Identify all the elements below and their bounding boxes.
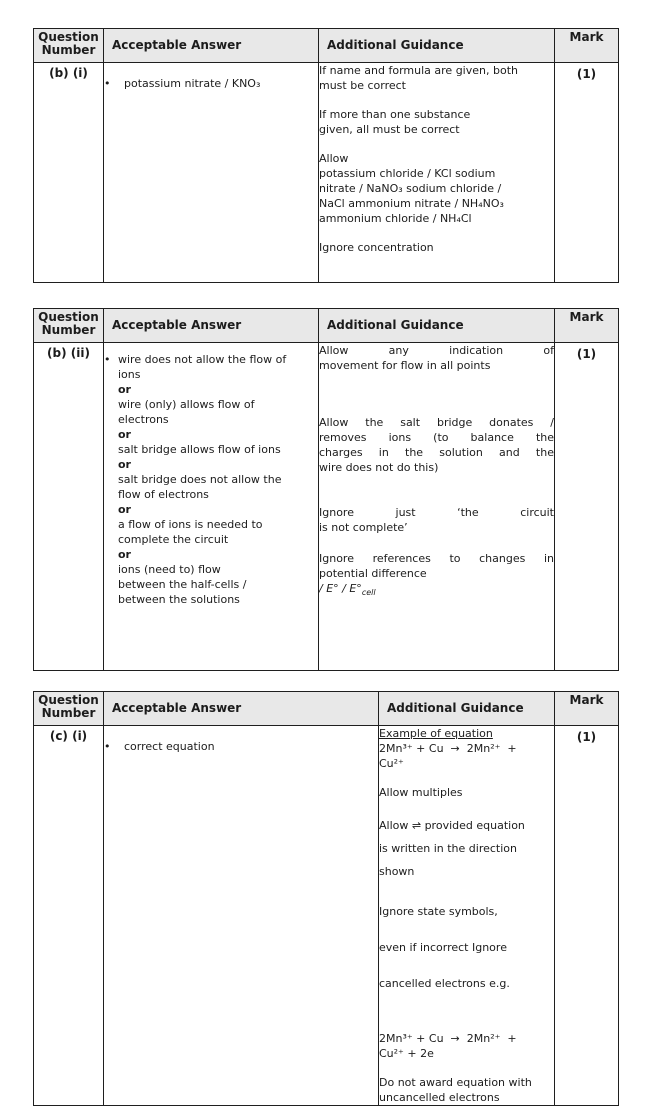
- answer-option-line: ions: [118, 368, 141, 381]
- guidance-line: 2Mn³⁺ + Cu → 2Mn²⁺ +: [379, 1032, 517, 1045]
- or-separator: or: [118, 458, 131, 471]
- acceptable-answer-cell: [104, 726, 379, 1106]
- guidance-line: / $E^\circ / E^\circ_{cell}$: [319, 582, 376, 598]
- answer-option-line: ions (need to) flow: [118, 563, 221, 576]
- guidance-line: wire does not do this): [319, 461, 439, 474]
- mark-scheme-table: [33, 28, 619, 283]
- guidance-line: potassium chloride / KCl sodium: [319, 167, 496, 180]
- guidance-line: Do not award equation with: [379, 1076, 532, 1089]
- column-header-question-number: Question Number: [34, 29, 104, 63]
- mark-value: (1): [576, 67, 597, 81]
- additional-guidance-cell: [379, 726, 555, 1106]
- guidance-line: uncancelled electrons: [379, 1091, 500, 1104]
- answer-item: [104, 352, 318, 607]
- table-row: [34, 343, 619, 671]
- guidance-paragraph: [379, 726, 554, 771]
- guidance-paragraph: [379, 814, 554, 883]
- acceptable-answer-cell: [104, 343, 319, 671]
- question-number: (b) (ii): [47, 346, 90, 360]
- header-row: [34, 309, 619, 343]
- column-header-additional-guidance: Additional Guidance: [379, 692, 555, 726]
- column-header-acceptable-answer: Acceptable Answer: [104, 29, 319, 63]
- answer-option-line: wire does not allow the flow of: [118, 353, 287, 366]
- guidance-line: If more than one substance: [319, 108, 471, 121]
- mark-scheme-table: [33, 308, 619, 671]
- guidance-paragraph: [319, 240, 554, 255]
- column-header-additional-guidance: Additional Guidance: [319, 29, 555, 63]
- guidance-line: Allow any indication of: [319, 344, 554, 357]
- guidance-line: charges in the solution and the: [319, 446, 554, 459]
- mark-cell: [555, 726, 619, 1106]
- guidance-line: Allow the salt bridge donates /: [319, 416, 554, 429]
- guidance-paragraph: [319, 151, 554, 226]
- guidance-line: Allow ⇌ provided equation: [379, 819, 525, 832]
- bullet-marker: •: [104, 740, 111, 753]
- guidance-paragraph: [319, 63, 554, 93]
- answer-option-line: salt bridge does not allow the: [118, 473, 282, 486]
- header-row: [34, 692, 619, 726]
- guidance-paragraph: [379, 904, 554, 919]
- guidance-paragraph: [379, 1031, 554, 1061]
- guidance-line: even if incorrect Ignore: [379, 941, 507, 954]
- guidance-line: Allow: [319, 152, 349, 165]
- guidance-line: is not complete’: [319, 521, 408, 534]
- guidance-line: Ignore concentration: [319, 241, 434, 254]
- or-separator: or: [118, 503, 131, 516]
- mark-cell: [555, 63, 619, 283]
- guidance-line: Example of equation: [379, 727, 493, 740]
- answer-option-line: between the half-cells /: [118, 578, 247, 591]
- guidance-line: movement for flow in all points: [319, 359, 491, 372]
- answer-option-line: between the solutions: [118, 593, 240, 606]
- column-header-question-number: Question Number: [34, 309, 104, 343]
- table-row: [34, 726, 619, 1106]
- guidance-line: potential difference: [319, 567, 427, 580]
- column-header-mark: Mark: [555, 29, 619, 63]
- question-number-cell: [34, 343, 104, 671]
- guidance-paragraph: [379, 1075, 554, 1105]
- answer-item: [104, 76, 318, 91]
- guidance-paragraph: [319, 343, 554, 373]
- answer-body: [118, 352, 318, 607]
- answer-option-line: correct equation: [124, 740, 215, 753]
- guidance-line: If name and formula are given, both: [319, 64, 518, 77]
- mark-scheme-table: [33, 691, 619, 1106]
- answer-option-line: electrons: [118, 413, 169, 426]
- guidance-line: given, all must be correct: [319, 123, 460, 136]
- guidance-paragraph: [319, 107, 554, 137]
- bullet-marker: •: [104, 77, 111, 90]
- question-number: (b) (i): [49, 66, 88, 80]
- answer-option-line: wire (only) allows flow of: [118, 398, 255, 411]
- column-header-acceptable-answer: Acceptable Answer: [104, 692, 379, 726]
- guidance-paragraph: [379, 785, 554, 800]
- guidance-line: Cu²⁺ + 2e: [379, 1047, 434, 1060]
- or-separator: or: [118, 548, 131, 561]
- guidance-line: shown: [379, 865, 415, 878]
- answer-option-line: potassium nitrate / KNO₃: [124, 77, 261, 90]
- mark-value: (1): [576, 730, 597, 744]
- bullet-marker: •: [104, 353, 111, 366]
- column-header-question-number: Question Number: [34, 692, 104, 726]
- answer-item: [104, 739, 378, 754]
- column-header-mark: Mark: [555, 692, 619, 726]
- answer-body: [124, 739, 378, 754]
- answer-option-line: a flow of ions is needed to: [118, 518, 263, 531]
- mark-value: (1): [576, 347, 597, 361]
- column-header-mark: Mark: [555, 309, 619, 343]
- column-header-acceptable-answer: Acceptable Answer: [104, 309, 319, 343]
- guidance-line: ammonium chloride / NH₄Cl: [319, 212, 472, 225]
- guidance-line: is written in the direction: [379, 842, 517, 855]
- acceptable-answer-cell: [104, 63, 319, 283]
- guidance-paragraph: [319, 415, 554, 475]
- document: [33, 28, 654, 1106]
- guidance-line: Ignore references to changes in: [319, 552, 554, 565]
- question-number-cell: [34, 726, 104, 1106]
- question-number-cell: [34, 63, 104, 283]
- column-header-additional-guidance: Additional Guidance: [319, 309, 555, 343]
- guidance-line: 2Mn³⁺ + Cu → 2Mn²⁺ +: [379, 742, 517, 755]
- guidance-line: must be correct: [319, 79, 406, 92]
- guidance-line: Allow multiples: [379, 786, 463, 799]
- mark-cell: [555, 343, 619, 671]
- answer-body: [124, 76, 318, 91]
- guidance-paragraph: [379, 976, 554, 991]
- or-separator: or: [118, 383, 131, 396]
- guidance-line: Ignore just ‘the circuit: [319, 506, 554, 519]
- additional-guidance-cell: [319, 63, 555, 283]
- additional-guidance-cell: [319, 343, 555, 671]
- header-row: [34, 29, 619, 63]
- guidance-line: nitrate / NaNO₃ sodium chloride /: [319, 182, 502, 195]
- guidance-line: cancelled electrons e.g.: [379, 977, 510, 990]
- guidance-paragraph: [319, 505, 554, 535]
- answer-option-line: flow of electrons: [118, 488, 209, 501]
- answer-option-line: salt bridge allows flow of ions: [118, 443, 281, 456]
- answer-option-line: complete the circuit: [118, 533, 229, 546]
- guidance-line: Cu²⁺: [379, 757, 404, 770]
- or-separator: or: [118, 428, 131, 441]
- question-number: (c) (i): [49, 729, 88, 743]
- guidance-paragraph: [379, 940, 554, 955]
- guidance-line: Ignore state symbols,: [379, 905, 498, 918]
- guidance-line: NaCl ammonium nitrate / NH₄NO₃: [319, 197, 504, 210]
- guidance-paragraph: [319, 551, 554, 600]
- guidance-line: removes ions (to balance the: [319, 431, 554, 444]
- table-row: [34, 63, 619, 283]
